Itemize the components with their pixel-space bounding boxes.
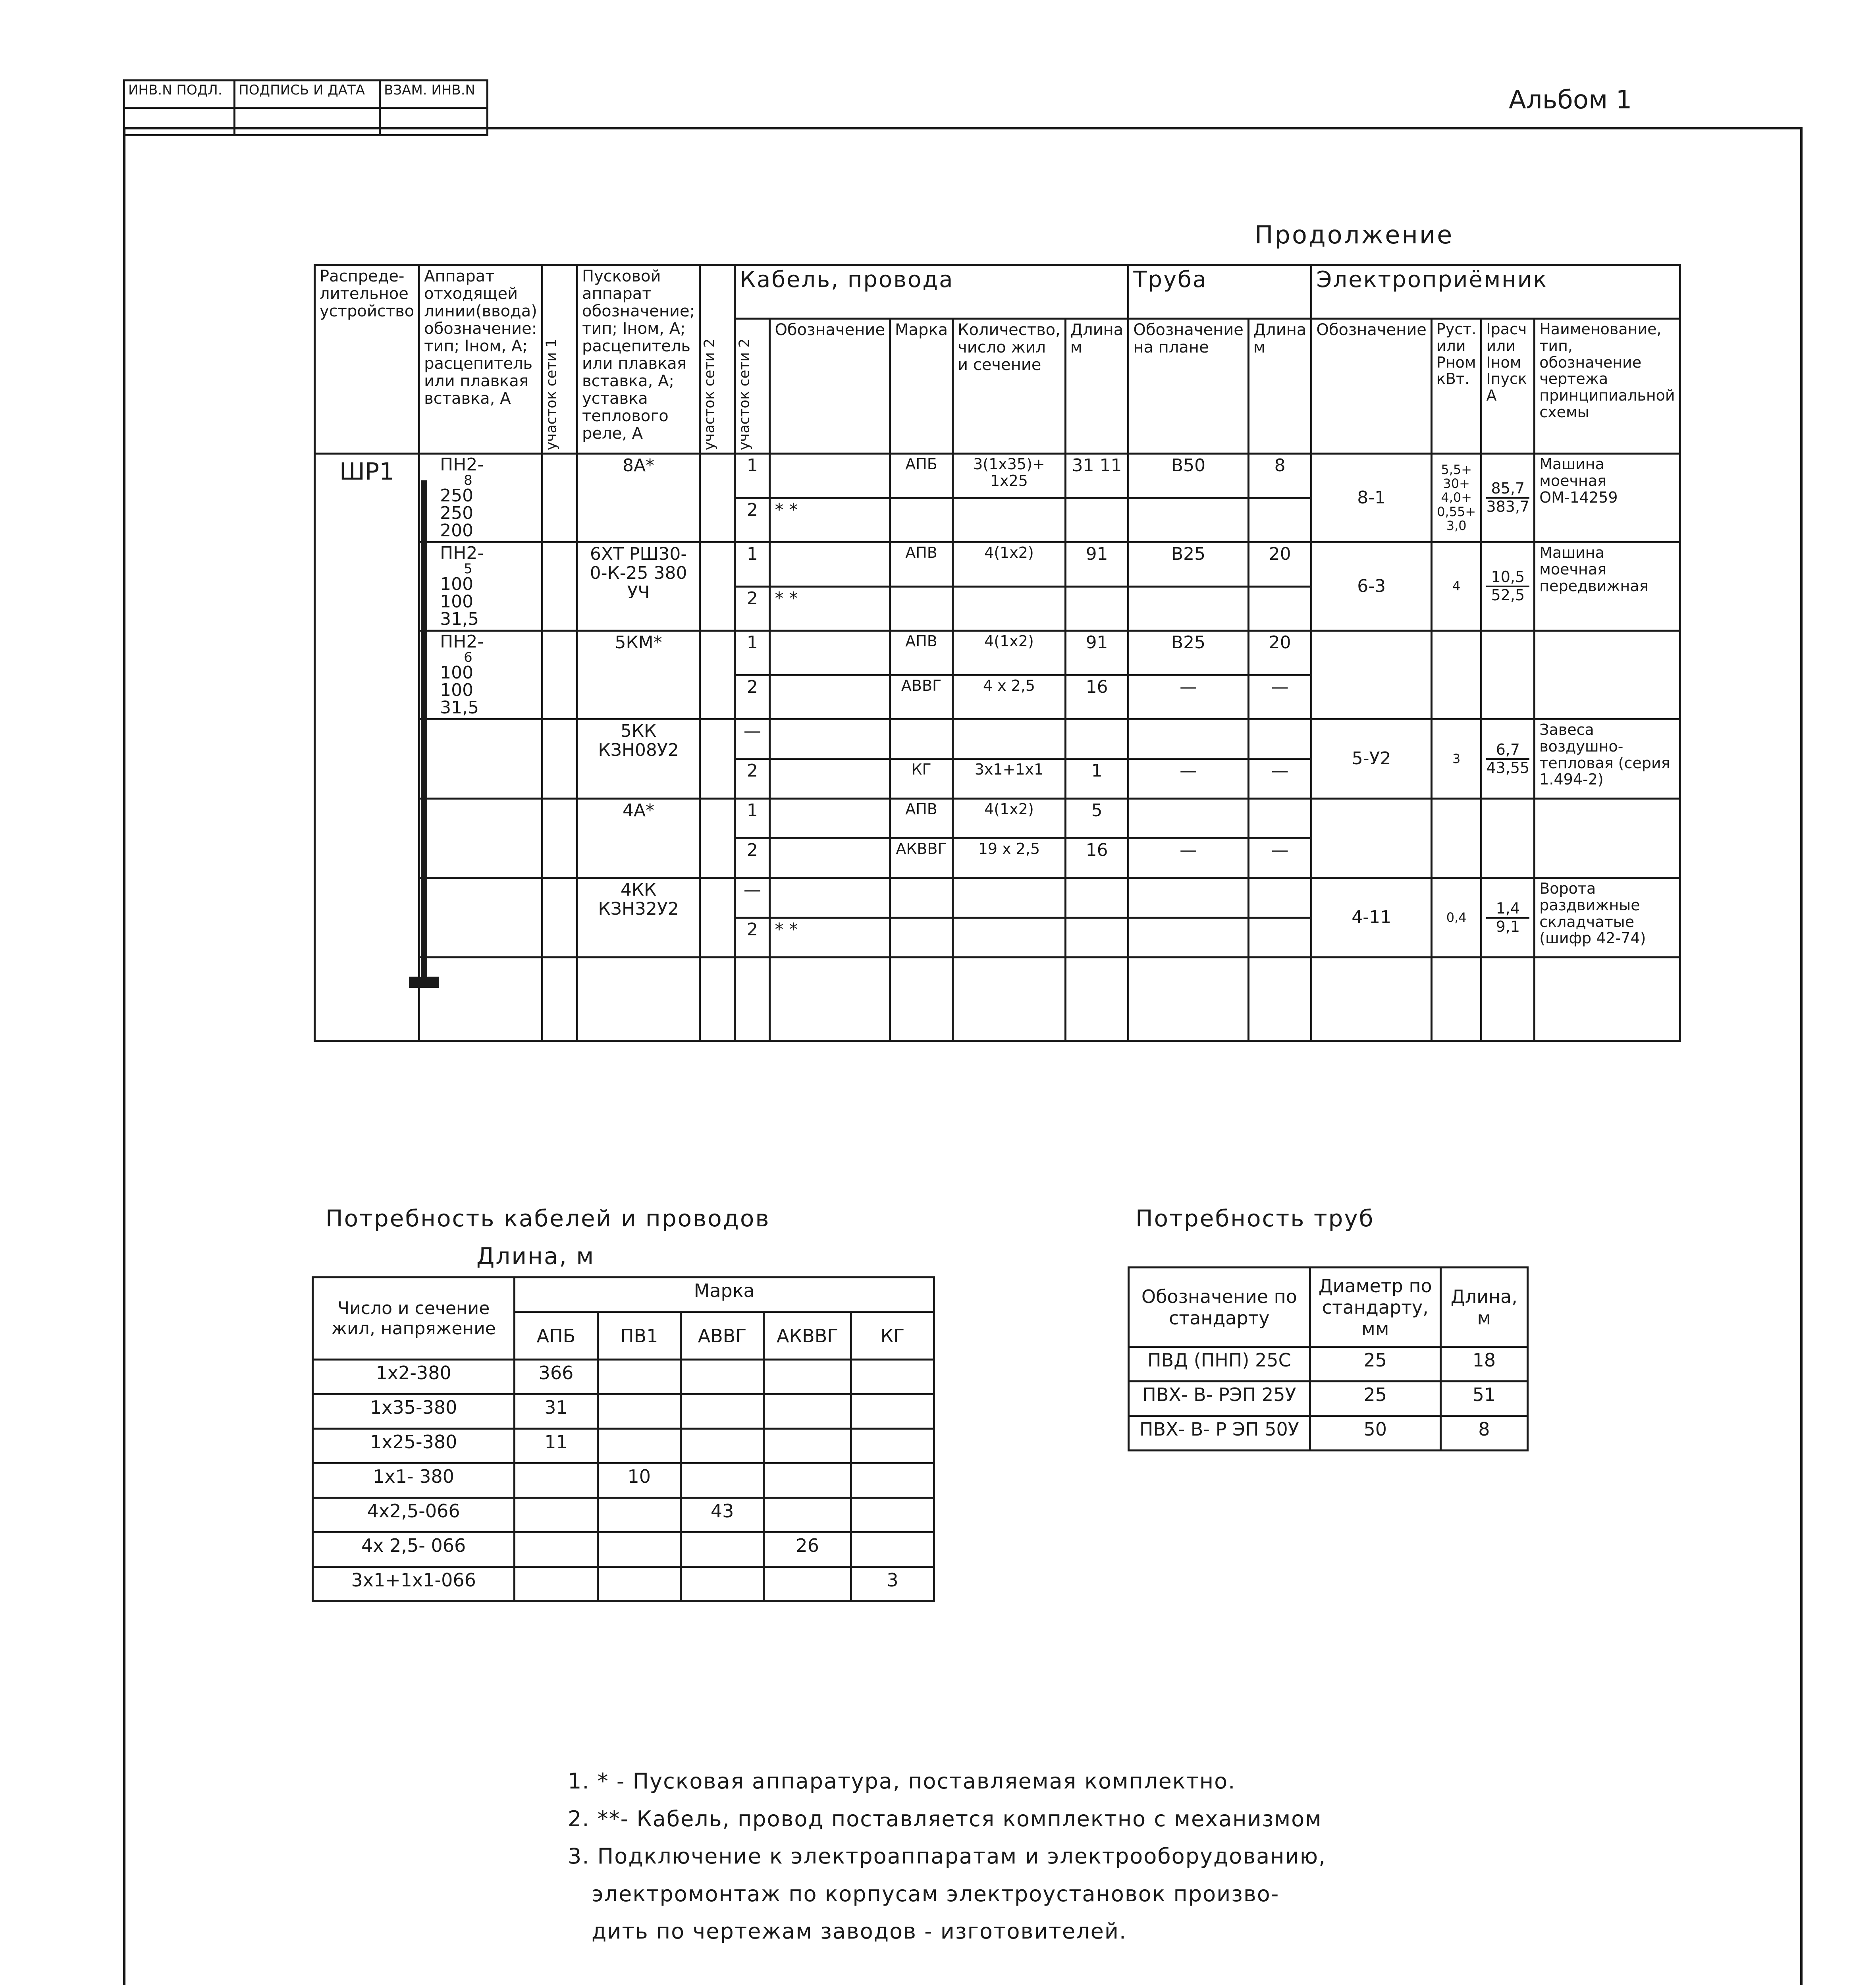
cable-value	[515, 1463, 598, 1498]
section2-cell	[700, 631, 735, 719]
empty-cell	[1431, 958, 1481, 1041]
empty-cell	[735, 958, 770, 1041]
hdr-cable-brand: Марка	[890, 319, 953, 454]
cable-length	[1065, 498, 1128, 542]
receiver-name: Машина моечная ОМ-14259	[1535, 454, 1680, 542]
hdr-cable-count: Количество, число жил и сечение	[953, 319, 1066, 454]
cables-header-row	[313, 1278, 934, 1312]
cable-length	[1065, 878, 1128, 918]
cable-spec: 4х2,5-066	[313, 1498, 515, 1532]
cable-spec: 1х25-380	[313, 1429, 515, 1463]
cable-value	[598, 1429, 681, 1463]
section-num: 1	[735, 542, 770, 587]
pipes-h2: Диаметр по стандарту, мм	[1310, 1268, 1440, 1347]
receiver-power	[1431, 631, 1481, 719]
pipe-length	[1248, 878, 1311, 918]
table-row	[315, 799, 1680, 838]
cable-designation: * *	[770, 498, 890, 542]
cable-brand: АПБ	[890, 454, 953, 498]
apparatus-cell	[419, 799, 542, 878]
table-row	[313, 1394, 934, 1429]
starter-cell: 5КК КЗН08У2	[577, 719, 700, 799]
cable-brand: АПВ	[890, 799, 953, 838]
cable-brand	[890, 918, 953, 958]
current-nominal: 6,7	[1486, 742, 1529, 760]
cable-count: 3(1х35)+ 1х25	[953, 454, 1066, 498]
section1-cell	[542, 878, 577, 958]
section2-cell	[700, 719, 735, 799]
current-start: 383,7	[1486, 498, 1530, 515]
apparatus-cell	[419, 719, 542, 799]
pipe-designation	[1128, 498, 1249, 542]
cable-length	[1065, 719, 1128, 759]
hdr-rec-current: Iрасч или Iном Iпуск А	[1481, 319, 1535, 454]
receiver-power: 4	[1431, 542, 1481, 631]
cable-designation	[770, 631, 890, 675]
stamp-sign-label: ПОДПИСЬ И ДАТА	[235, 81, 380, 108]
cable-value	[764, 1394, 851, 1429]
cable-value	[851, 1394, 934, 1429]
cable-designation	[770, 675, 890, 719]
receiver-current	[1481, 631, 1535, 719]
cables-brand-header: Марка	[515, 1278, 934, 1312]
table-row	[313, 1498, 934, 1532]
receiver-name: Ворота раздвижные складчатые (шифр 42-74)	[1535, 878, 1680, 958]
section2-cell	[700, 878, 735, 958]
section2-cell	[700, 542, 735, 631]
cable-value	[764, 1360, 851, 1394]
table-row-empty	[315, 958, 1680, 1041]
table-row	[313, 1532, 934, 1567]
pipe-diameter: 50	[1310, 1416, 1440, 1451]
starter-cell: 6ХТ РШ30-0-К-25 380 УЧ	[577, 542, 700, 631]
cable-spec: 1х35-380	[313, 1394, 515, 1429]
current-nominal: 10,5	[1486, 569, 1529, 587]
receiver-name: Завеса воздушно-тепловая (серия 1.494-2)	[1535, 719, 1680, 799]
receiver-current	[1481, 454, 1535, 542]
section-num: —	[735, 719, 770, 759]
cable-brand: АКВВГ	[890, 838, 953, 878]
cable-count: 4(1х2)	[953, 799, 1066, 838]
hdr-pipe-group: Труба	[1128, 265, 1311, 319]
pipe-length: 8	[1248, 454, 1311, 498]
album-label: Альбом 1	[1509, 85, 1632, 115]
section2-cell	[700, 454, 735, 542]
pipe-length: —	[1248, 675, 1311, 719]
apparatus-line: 100	[440, 680, 474, 700]
cable-length: 91	[1065, 631, 1128, 675]
section-num: 2	[735, 586, 770, 631]
apparatus-line: 100	[440, 663, 474, 683]
section1-cell	[542, 542, 577, 631]
hdr-apparatus: Аппарат отходящей линии(ввода) обозначение: тип; Iном, А; расцепитель или плавкая вставка, А	[419, 265, 542, 454]
pipe-designation: —	[1128, 675, 1249, 719]
continuation-label: Продолжение	[1255, 220, 1454, 249]
cables-brand-2: АВВГ	[681, 1312, 764, 1360]
starter-cell: 4А*	[577, 799, 700, 878]
cable-value	[598, 1567, 681, 1601]
frame-top	[123, 127, 1803, 129]
section-num: 2	[735, 838, 770, 878]
cable-brand	[890, 586, 953, 631]
apparatus-line: 100	[440, 574, 474, 594]
pipe-diameter: 25	[1310, 1347, 1440, 1382]
stamp-inv-label: ИНВ.N ПОДЛ.	[124, 81, 235, 108]
pipes-table	[1128, 1266, 1529, 1451]
cable-value	[851, 1532, 934, 1567]
starter-cell: 4КК КЗН32У2	[577, 878, 700, 958]
pipes-title: Потребность труб	[1136, 1205, 1375, 1232]
receiver-current	[1481, 719, 1535, 799]
note-3-cont1: электромонтаж по корпусам электроустановок произво-	[592, 1881, 1280, 1906]
cable-length: 91	[1065, 542, 1128, 587]
cable-brand	[890, 878, 953, 918]
empty-cell	[890, 958, 953, 1041]
cable-value	[851, 1498, 934, 1532]
receiver-current	[1481, 878, 1535, 958]
cable-value	[764, 1567, 851, 1601]
receiver-power: 5,5+ 30+ 4,0+ 0,55+ 3,0	[1431, 454, 1481, 542]
table-row	[315, 454, 1680, 498]
cable-count: 19 х 2,5	[953, 838, 1066, 878]
bus-line	[421, 480, 427, 985]
cable-length	[1065, 586, 1128, 631]
apparatus-cell	[419, 631, 542, 719]
pipes-h1: Обозначение по стандарту	[1129, 1268, 1310, 1347]
empty-cell	[700, 958, 735, 1041]
cable-value	[851, 1429, 934, 1463]
table-row	[313, 1463, 934, 1498]
cable-spec: 1х1- 380	[313, 1463, 515, 1498]
cable-designation	[770, 719, 890, 759]
pipe-designation: В25	[1128, 631, 1249, 675]
cable-value	[764, 1463, 851, 1498]
hdr-rec-name: Наименование, тип, обозначение чертежа принципиальной схемы	[1535, 319, 1680, 454]
section1-cell	[542, 454, 577, 542]
cables-brand-0: АПБ	[515, 1312, 598, 1360]
cable-value: 366	[515, 1360, 598, 1394]
cable-designation	[770, 878, 890, 918]
cable-value: 10	[598, 1463, 681, 1498]
cable-count	[953, 918, 1066, 958]
cable-value: 31	[515, 1394, 598, 1429]
receiver-name	[1535, 631, 1680, 719]
hdr-rec-power: Руст. или Рном кВт.	[1431, 319, 1481, 454]
section1-cell	[542, 799, 577, 878]
pipe-length	[1248, 799, 1311, 838]
pipe-designation	[1128, 799, 1249, 838]
table-row	[313, 1360, 934, 1394]
apparatus-line: 250	[440, 486, 474, 506]
cable-value	[681, 1360, 764, 1394]
apparatus-line: 6	[464, 649, 472, 665]
cable-value	[681, 1463, 764, 1498]
empty-cell	[1535, 958, 1680, 1041]
pipe-length-value: 18	[1440, 1347, 1527, 1382]
apparatus-line: 250	[440, 503, 474, 523]
section1-cell	[542, 719, 577, 799]
pipe-length-value: 8	[1440, 1416, 1527, 1451]
empty-cell	[1128, 958, 1249, 1041]
receiver-designation: 6-3	[1311, 542, 1432, 631]
receiver-designation	[1311, 631, 1432, 719]
cable-spec: 3х1+1х1-066	[313, 1567, 515, 1601]
cable-spec: 1х2-380	[313, 1360, 515, 1394]
table-row	[315, 542, 1680, 587]
table-row	[1129, 1416, 1528, 1451]
cable-count	[953, 498, 1066, 542]
pipe-length: —	[1248, 838, 1311, 878]
distribution-table-body	[315, 454, 1680, 1041]
cables-brand-3: АКВВГ	[764, 1312, 851, 1360]
apparatus-cell	[419, 878, 542, 958]
cable-brand: АВВГ	[890, 675, 953, 719]
current-nominal: 1,4	[1486, 900, 1529, 919]
receiver-designation	[1311, 799, 1432, 878]
cable-value	[598, 1360, 681, 1394]
cable-designation	[770, 799, 890, 838]
cables-brand-1: ПВ1	[598, 1312, 681, 1360]
pipe-designation: В25	[1128, 542, 1249, 587]
hdr-rec-designation: Обозначение	[1311, 319, 1432, 454]
distributor-cell: ШР1	[315, 454, 419, 1041]
cable-count: 4(1х2)	[953, 542, 1066, 587]
hdr-starter: Пусковой аппарат обозначение; тип; Iном, А; расцепитель или плавкая вставка, А; уставка теплового реле, А	[577, 265, 700, 454]
receiver-current	[1481, 799, 1535, 878]
cable-count: 4 х 2,5	[953, 675, 1066, 719]
current-nominal: 85,7	[1486, 480, 1529, 499]
hdr-receiver-group: Электроприёмник	[1311, 265, 1680, 319]
cable-value	[851, 1463, 934, 1498]
apparatus-line: 31,5	[440, 698, 479, 718]
empty-cell	[542, 958, 577, 1041]
cable-value	[681, 1567, 764, 1601]
cable-count	[953, 878, 1066, 918]
table-row	[315, 878, 1680, 918]
cable-length: 31 11	[1065, 454, 1128, 498]
empty-cell	[953, 958, 1066, 1041]
table-row	[315, 631, 1680, 675]
cables-title: Потребность кабелей и проводов	[326, 1205, 770, 1232]
cable-value: 3	[851, 1567, 934, 1601]
cable-designation: * *	[770, 918, 890, 958]
receiver-designation: 8-1	[1311, 454, 1432, 542]
distribution-table	[314, 264, 1681, 1042]
section-num: 2	[735, 918, 770, 958]
receiver-power: 3	[1431, 719, 1481, 799]
cable-length: 1	[1065, 759, 1128, 799]
receiver-designation: 5-У2	[1311, 719, 1432, 799]
cable-brand: АПВ	[890, 631, 953, 675]
cable-brand: АПВ	[890, 542, 953, 587]
pipe-designation	[1128, 918, 1249, 958]
pipe-length	[1248, 498, 1311, 542]
pipe-designation	[1128, 586, 1249, 631]
cable-length: 16	[1065, 838, 1128, 878]
cable-value	[681, 1394, 764, 1429]
cable-value	[681, 1532, 764, 1567]
frame-right	[1800, 127, 1803, 1985]
cable-brand: КГ	[890, 759, 953, 799]
frame-left	[123, 127, 125, 1985]
current-start: 52,5	[1491, 586, 1525, 604]
hdr-cable-designation: Обозначение	[770, 319, 890, 454]
note-3-cont2: дить по чертежам заводов - изготовителей.	[592, 1919, 1127, 1944]
hdr-distributor: Распреде-лительное устройство	[315, 265, 419, 454]
pipe-length: 20	[1248, 631, 1311, 675]
note-1: 1. * - Пусковая аппаратура, поставляемая комплектно.	[568, 1769, 1236, 1794]
cables-subtitle: Длина, м	[476, 1243, 595, 1270]
cable-designation	[770, 454, 890, 498]
apparatus-line: ПН2-	[440, 632, 484, 652]
section1-cell	[542, 631, 577, 719]
empty-cell	[419, 958, 542, 1041]
starter-cell: 8А*	[577, 454, 700, 542]
pipe-designation	[1128, 878, 1249, 918]
pipes-h3: Длина, м	[1440, 1268, 1527, 1347]
table-row	[1129, 1347, 1528, 1382]
apparatus-line: 8	[464, 472, 472, 488]
note-3: 3. Подключение к электроаппаратам и электрооборудованию,	[568, 1844, 1327, 1869]
section-num: —	[735, 878, 770, 918]
pipe-diameter: 25	[1310, 1382, 1440, 1416]
pipe-designation: —	[1128, 759, 1249, 799]
hdr-section2: участок сети 2	[700, 265, 735, 454]
section-num: 1	[735, 454, 770, 498]
cable-count	[953, 719, 1066, 759]
hdr-pipe-length: Длина м	[1248, 319, 1311, 454]
cable-value	[598, 1532, 681, 1567]
empty-cell	[1481, 958, 1535, 1041]
hdr-cable-group: Кабель, провода	[735, 265, 1128, 319]
section-num: 1	[735, 799, 770, 838]
cable-designation	[770, 542, 890, 587]
apparatus-line: 5	[464, 561, 472, 577]
empty-cell	[770, 958, 890, 1041]
cable-designation	[770, 838, 890, 878]
empty-cell	[1248, 958, 1311, 1041]
cable-value: 43	[681, 1498, 764, 1532]
pipe-length	[1248, 586, 1311, 631]
cable-value	[764, 1498, 851, 1532]
receiver-power	[1431, 799, 1481, 878]
bus-end	[409, 977, 439, 988]
apparatus-line: 200	[440, 520, 474, 541]
cable-value	[515, 1532, 598, 1567]
section-num: 1	[735, 631, 770, 675]
current-start: 9,1	[1496, 917, 1520, 935]
pipe-length: —	[1248, 759, 1311, 799]
hdr-cable-length: Длина м	[1065, 319, 1128, 454]
table-row	[313, 1567, 934, 1601]
receiver-name: Машина моечная передвижная	[1535, 542, 1680, 631]
apparatus-line: 100	[440, 592, 474, 612]
cables-brand-4: КГ	[851, 1312, 934, 1360]
empty-cell	[1065, 958, 1128, 1041]
section-num: 2	[735, 675, 770, 719]
apparatus-cell	[419, 454, 542, 542]
cables-table	[312, 1276, 935, 1602]
cable-value	[515, 1498, 598, 1532]
apparatus-cell	[419, 542, 542, 631]
pipe-length: 20	[1248, 542, 1311, 587]
cable-count	[953, 586, 1066, 631]
cable-value	[598, 1394, 681, 1429]
section-num: 2	[735, 498, 770, 542]
cable-value	[681, 1429, 764, 1463]
hdr-section-col: участок сети 2	[735, 319, 770, 454]
starter-cell: 5КМ*	[577, 631, 700, 719]
cable-value: 11	[515, 1429, 598, 1463]
empty-cell	[1311, 958, 1432, 1041]
pipe-standard: ПВХ- В- Р ЭП 50У	[1129, 1416, 1310, 1451]
cable-value: 26	[764, 1532, 851, 1567]
cable-brand	[890, 719, 953, 759]
pipe-designation	[1128, 719, 1249, 759]
pipe-standard: ПВХ- В- РЭП 25У	[1129, 1382, 1310, 1416]
table-row	[313, 1429, 934, 1463]
cable-value	[598, 1498, 681, 1532]
receiver-power: 0,4	[1431, 878, 1481, 958]
cable-length: 5	[1065, 799, 1128, 838]
pipe-designation: В50	[1128, 454, 1249, 498]
cable-length	[1065, 918, 1128, 958]
pipe-length	[1248, 719, 1311, 759]
receiver-name	[1535, 799, 1680, 878]
note-2: 2. **- Кабель, провод поставляется комплектно с механизмом	[568, 1806, 1322, 1831]
pipe-standard: ПВД (ПНП) 25С	[1129, 1347, 1310, 1382]
apparatus-line: ПН2-	[440, 543, 484, 563]
cable-spec: 4х 2,5- 066	[313, 1532, 515, 1567]
stamp-replace-label: ВЗАМ. ИНВ.N	[380, 81, 488, 108]
cable-value	[764, 1429, 851, 1463]
empty-cell	[577, 958, 700, 1041]
current-start: 43,55	[1486, 759, 1530, 777]
pipe-length-value: 51	[1440, 1382, 1527, 1416]
notes	[568, 1763, 1560, 1950]
section-num: 2	[735, 759, 770, 799]
receiver-current	[1481, 542, 1535, 631]
pipe-length	[1248, 918, 1311, 958]
section2-cell	[700, 799, 735, 878]
apparatus-line: 31,5	[440, 609, 479, 629]
cable-value	[515, 1567, 598, 1601]
cable-designation: * *	[770, 586, 890, 631]
apparatus-line: ПН2-	[440, 455, 484, 475]
table-row	[315, 719, 1680, 759]
cables-col-header: Число и сечение жил, напряжение	[313, 1278, 515, 1360]
cable-length: 16	[1065, 675, 1128, 719]
hdr-pipe-designation: Обозначение на плане	[1128, 319, 1249, 454]
receiver-designation: 4-11	[1311, 878, 1432, 958]
cable-designation	[770, 759, 890, 799]
cable-brand	[890, 498, 953, 542]
hdr-section1: участок сети 1	[542, 265, 577, 454]
pipe-designation: —	[1128, 838, 1249, 878]
table-row	[1129, 1382, 1528, 1416]
cable-count: 4(1х2)	[953, 631, 1066, 675]
cable-value	[851, 1360, 934, 1394]
cable-count: 3х1+1х1	[953, 759, 1066, 799]
